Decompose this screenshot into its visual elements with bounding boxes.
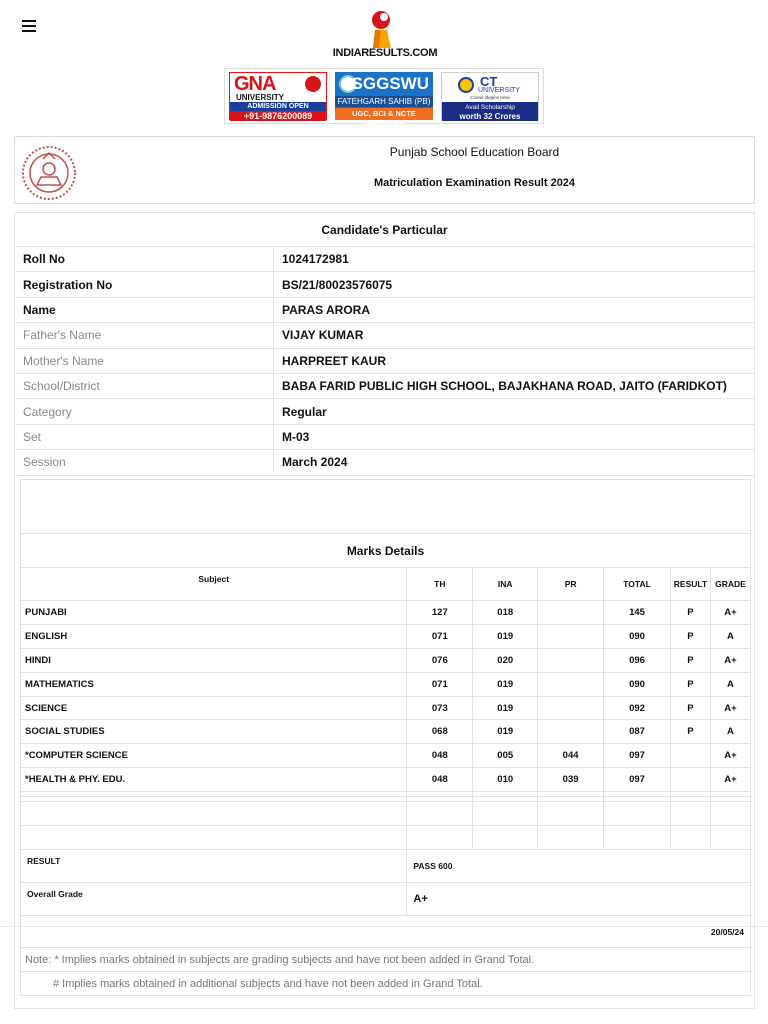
marks-result: P (670, 624, 710, 648)
table-row (15, 424, 755, 449)
subject-name: SOCIAL STUDIES (21, 720, 407, 744)
site-logo[interactable] (330, 8, 440, 60)
result-row (21, 850, 751, 883)
marks-th: 127 (407, 601, 473, 625)
ad-gna-phone: +91-9876200089 (230, 111, 326, 121)
marks-total: 090 (604, 672, 671, 696)
marks-result (670, 744, 710, 768)
marks-total: 087 (604, 720, 671, 744)
note-row (21, 948, 751, 972)
result-date: 20/05/24 (21, 916, 751, 948)
label-father-name: Father's Name (15, 323, 274, 348)
table-row (15, 323, 755, 348)
result-value: PASS 600 (407, 850, 751, 883)
ad-sggswu-name: SGGSWU (351, 74, 429, 93)
col-result: RESULT (670, 568, 710, 601)
marks-ina: 020 (473, 648, 538, 672)
marks-result (670, 768, 710, 792)
empty-cell (473, 826, 538, 850)
label-roll-no: Roll No (15, 247, 274, 272)
marks-grade: A+ (710, 768, 750, 792)
marks-result: P (670, 672, 710, 696)
menu-bar (22, 20, 36, 22)
ad-ct-name: CT (480, 74, 498, 89)
marks-table (20, 479, 751, 996)
marks-ina: 010 (473, 768, 538, 792)
marks-pr (538, 624, 604, 648)
label-session: Session (15, 450, 274, 475)
empty-cell (538, 802, 604, 826)
table-row (15, 399, 755, 424)
marks-grade: A+ (710, 648, 750, 672)
marks-pr: 044 (538, 744, 604, 768)
marks-result: P (670, 696, 710, 720)
marks-pr (538, 696, 604, 720)
table-row (21, 720, 751, 744)
col-grade: GRADE (710, 568, 750, 601)
candidate-table (14, 212, 755, 476)
value-name: PARAS ARORA (274, 297, 755, 322)
empty-cell (710, 802, 750, 826)
marks-grade: A (710, 672, 750, 696)
empty-cell (407, 826, 473, 850)
result-label: RESULT (21, 850, 407, 883)
exam-name: Matriculation Examination Result 2024 (373, 177, 576, 189)
subject-name: PUNJABI (21, 601, 407, 625)
table-row (21, 696, 751, 720)
marks-spacer (21, 480, 751, 534)
marks-ina: 019 (473, 672, 538, 696)
marks-th: 048 (407, 744, 473, 768)
marks-ina: 019 (473, 696, 538, 720)
empty-cell (21, 826, 407, 850)
empty-cell (670, 826, 710, 850)
empty-cell (407, 802, 473, 826)
overall-grade-label: Overall Grade (21, 883, 407, 916)
empty-row (21, 826, 751, 850)
marks-result: P (670, 601, 710, 625)
marks-th: 071 (407, 624, 473, 648)
value-roll-no: 1024172981 (274, 247, 755, 272)
label-category: Category (15, 399, 274, 424)
indiaresults-logo-icon (371, 8, 395, 48)
col-ina: INA (473, 568, 538, 601)
marks-grade: A (710, 720, 750, 744)
pseb-emblem-icon (21, 145, 77, 201)
marks-total: 145 (604, 601, 671, 625)
marks-total: 092 (604, 696, 671, 720)
table-row (15, 297, 755, 322)
value-school-district: BABA FARID PUBLIC HIGH SCHOOL, BAJAKHANA ROAD, JAITO (FARIDKOT) (274, 373, 755, 398)
empty-cell (538, 826, 604, 850)
marks-th: 071 (407, 672, 473, 696)
overall-grade-row (21, 883, 751, 916)
table-row (21, 768, 751, 792)
empty-row (21, 802, 751, 826)
marks-pr (538, 601, 604, 625)
value-mother-name: HARPREET KAUR (274, 348, 755, 373)
value-session: March 2024 (274, 450, 755, 475)
value-category: Regular (274, 399, 755, 424)
label-registration-no: Registration No (15, 272, 274, 297)
marks-total: 097 (604, 768, 671, 792)
empty-cell (710, 826, 750, 850)
candidate-heading: Candidate's Particular (15, 213, 755, 247)
marks-pr (538, 720, 604, 744)
note-grading-subjects: Note: * Implies marks obtained in subjects are grading subjects and have not been added in Grand Total. (21, 948, 751, 972)
marks-th: 076 (407, 648, 473, 672)
marks-ina: 005 (473, 744, 538, 768)
ad-gna-sub: UNIVERSITY (236, 93, 285, 102)
date-row (21, 916, 751, 948)
ad-banner-strip (224, 68, 544, 130)
ad-sggswu-place: FATEHGARH SAHIB (PB) (335, 96, 433, 107)
ad-ct-tagline: Career Begins Here (470, 95, 510, 100)
col-pr: PR (538, 568, 604, 601)
marks-grade: A+ (710, 601, 750, 625)
marks-ina: 019 (473, 624, 538, 648)
ad-gna-tag: ADMISSION OPEN (230, 102, 326, 111)
marks-heading: Marks Details (21, 534, 751, 568)
page-divider (0, 926, 768, 927)
marks-grade: A+ (710, 744, 750, 768)
col-th: TH (407, 568, 473, 601)
marks-total: 097 (604, 744, 671, 768)
subject-name: SCIENCE (21, 696, 407, 720)
subject-name: ENGLISH (21, 624, 407, 648)
marks-total: 096 (604, 648, 671, 672)
board-name: Punjab School Education Board (389, 145, 560, 159)
marks-column-header (21, 568, 751, 601)
table-row (21, 744, 751, 768)
overall-grade-value: A+ (407, 883, 751, 916)
label-school-district: School/District (15, 373, 274, 398)
marks-grade: A+ (710, 696, 750, 720)
empty-cell (473, 802, 538, 826)
marks-result: P (670, 648, 710, 672)
marks-th: 048 (407, 768, 473, 792)
table-row (15, 247, 755, 272)
ad-ct-offer1: Avail Scholarship (465, 104, 515, 111)
subject-name: MATHEMATICS (21, 672, 407, 696)
subject-name: *COMPUTER SCIENCE (21, 744, 407, 768)
logo-text: INDIARESULTS.COM (332, 47, 438, 59)
ad-ct-sub: UNIVERSITY (478, 87, 521, 94)
ad-ct-offer (442, 102, 538, 121)
marks-total: 090 (604, 624, 671, 648)
empty-cell (604, 826, 671, 850)
table-row (15, 373, 755, 398)
marks-grade: A (710, 624, 750, 648)
col-subject: Subject (21, 568, 407, 601)
label-set: Set (15, 424, 274, 449)
marks-pr: 039 (538, 768, 604, 792)
empty-cell (670, 802, 710, 826)
ad-sggswu-approval: UGC, BCI & NCTE APPROVED (335, 108, 433, 120)
label-name: Name (15, 297, 274, 322)
label-mother-name: Mother's Name (15, 348, 274, 373)
hamburger-icon[interactable] (22, 20, 36, 32)
ad-sggswu[interactable] (335, 72, 433, 130)
marks-ina: 019 (473, 720, 538, 744)
ad-ct-offer2: worth 32 Crores (459, 112, 521, 121)
table-row (21, 601, 751, 625)
marks-th: 073 (407, 696, 473, 720)
ad-gna-university[interactable] (229, 72, 327, 120)
marks-result: P (670, 720, 710, 744)
ad-gna-name: GNA (234, 73, 276, 95)
subject-name: HINDI (21, 648, 407, 672)
table-row (15, 348, 755, 373)
value-set: M-03 (274, 424, 755, 449)
value-registration-no: BS/21/80023576075 (274, 272, 755, 297)
marks-section (14, 475, 755, 1009)
note-additional-subjects: # Implies marks obtained in additional subjects and have not been added in Grand Total. (21, 972, 751, 996)
marks-ina: 018 (473, 601, 538, 625)
gna-badge-icon (305, 76, 321, 92)
table-row (21, 624, 751, 648)
marks-th: 068 (407, 720, 473, 744)
menu-bar (22, 25, 36, 27)
table-row (15, 272, 755, 297)
table-row (15, 450, 755, 475)
subject-name: *HEALTH & PHY. EDU. (21, 768, 407, 792)
board-header (14, 136, 755, 204)
empty-cell (604, 802, 671, 826)
value-father-name: VIJAY KUMAR (274, 323, 755, 348)
col-total: TOTAL (604, 568, 671, 601)
marks-pr (538, 648, 604, 672)
empty-cell (21, 802, 407, 826)
table-row (21, 672, 751, 696)
note-row (21, 972, 751, 996)
ad-ct-university[interactable] (441, 72, 539, 120)
menu-bar (22, 30, 36, 32)
marks-pr (538, 672, 604, 696)
ct-seal-icon (458, 77, 474, 93)
table-row (21, 648, 751, 672)
